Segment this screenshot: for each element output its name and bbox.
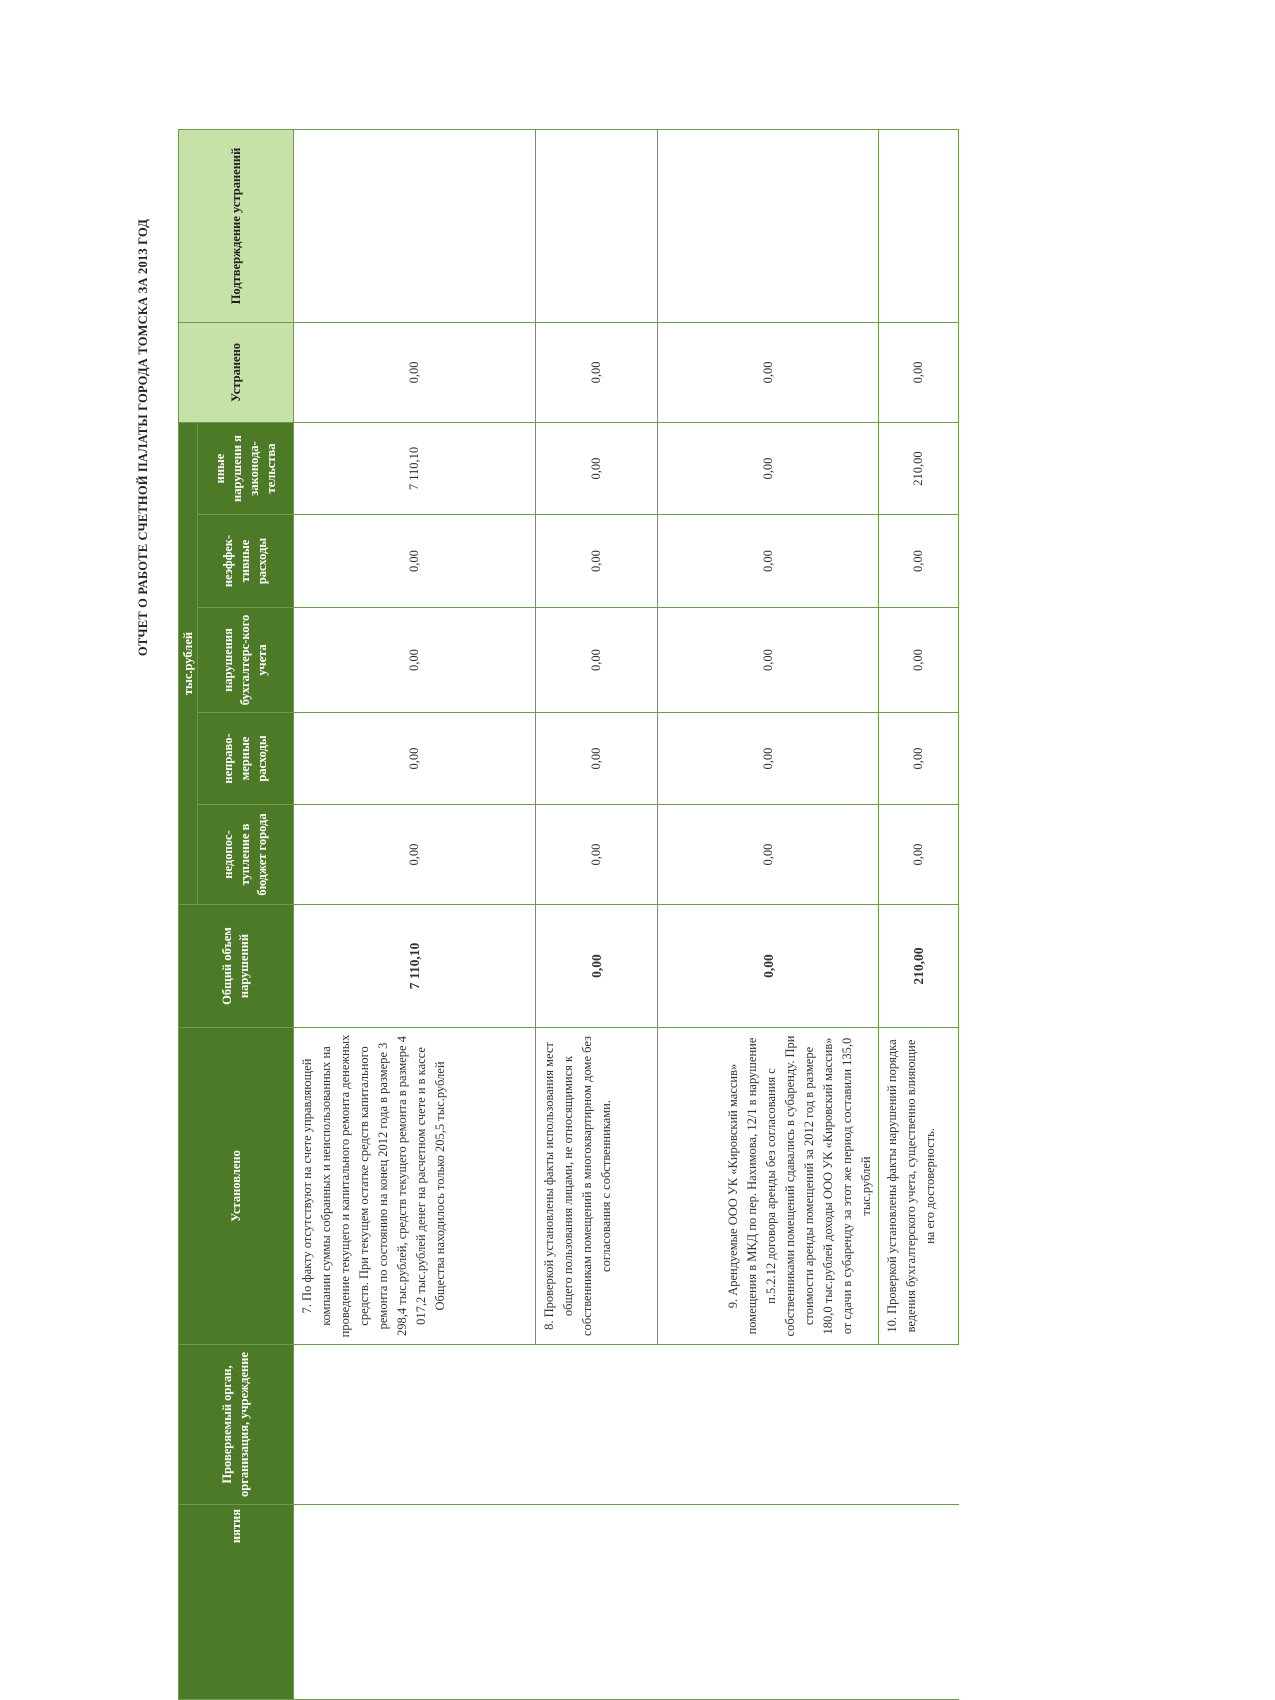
value-cell: 0,00 bbox=[294, 805, 536, 905]
value-cell: 0,00 bbox=[879, 713, 959, 805]
header-total: Общий объем нарушений bbox=[179, 905, 294, 1028]
total-cell: 0,00 bbox=[658, 905, 879, 1028]
header-sub-accounting: нарушения бухгалтерс-кого учета bbox=[198, 608, 294, 713]
report-title: ОТЧЕТ О РАБОТЕ СЧЕТНОЙ ПАЛАТЫ ГОРОДА ТОМСКА ЗА 2013 ГОД bbox=[136, 218, 150, 657]
value-cell: 210,00 bbox=[879, 422, 959, 514]
header-sub-illegal: неправо-мерные расходы bbox=[198, 713, 294, 805]
fixed-cell: 0,00 bbox=[294, 322, 536, 422]
rotated-page bbox=[136, 130, 958, 1700]
total-cell: 7 110,10 bbox=[294, 905, 536, 1028]
value-cell: 0,00 bbox=[294, 608, 536, 713]
header-object: Проверяемый орган, организация, учреждение bbox=[179, 1345, 294, 1505]
value-cell: 0,00 bbox=[658, 422, 879, 514]
header-unit-group: тыс.рублей bbox=[179, 422, 198, 904]
table-row bbox=[294, 129, 536, 1699]
value-cell: 0,00 bbox=[536, 608, 658, 713]
value-cell: 0,00 bbox=[879, 805, 959, 905]
value-cell: 0,00 bbox=[536, 713, 658, 805]
confirm-cell bbox=[294, 129, 536, 322]
value-cell: 0,00 bbox=[536, 805, 658, 905]
found-cell: 10. Проверкой установлены факты нарушений порядка ведения бухгалтерского учета, существенно влияющие на его достоверность. bbox=[879, 1028, 959, 1345]
value-cell: 0,00 bbox=[658, 713, 879, 805]
value-cell: 0,00 bbox=[658, 608, 879, 713]
total-cell: 0,00 bbox=[536, 905, 658, 1028]
value-cell: 0,00 bbox=[879, 515, 959, 608]
value-cell: 0,00 bbox=[658, 515, 879, 608]
value-cell: 0,00 bbox=[536, 422, 658, 514]
fixed-cell: 0,00 bbox=[658, 322, 879, 422]
header-sub-other: иные нарушени я законода-тельства bbox=[198, 422, 294, 514]
violations-table bbox=[178, 129, 959, 1700]
header-event: иятия bbox=[179, 1505, 294, 1700]
header-confirm: Подтверждение устранений bbox=[179, 129, 294, 322]
found-cell: 7. По факту отсутствуют на счете управляющей компании суммы собранных и неиспользованных на проведение текущего и капитального ремонта денежных средств. При текущем остатке средств капитального ремонта по состоянию на конец 2012 года в размере 3 298,4 тыс.рублей, средств текущего ремонта в размере 4 017,2 тыс.рублей денег на расчетном счете и в кассе Общества находилось только 205,5 тыс.рублей bbox=[294, 1028, 536, 1345]
fixed-cell: 0,00 bbox=[536, 322, 658, 422]
value-cell: 0,00 bbox=[879, 608, 959, 713]
total-cell: 210,00 bbox=[879, 905, 959, 1028]
confirm-cell bbox=[536, 129, 658, 322]
value-cell: 7 110,10 bbox=[294, 422, 536, 514]
confirm-cell bbox=[658, 129, 879, 322]
found-cell: 9. Арендуемые ООО УК «Кировский массив» помещения в МКД по пер. Нахимова, 12/1 в нарушение п.5.2.12 договора аренды без согласования с собственниками помещений сдавались в субаренду. При стоимости аренды помещений за 2012 год в размере 180,0 тыс.рублей доходы ООО УК «Кировский массив» от сдачи в субаренду за этот же период составили 135,0 тыс.рублей bbox=[658, 1028, 879, 1345]
header-sub-underpayment: недопос-тупление в бюджет города bbox=[198, 805, 294, 905]
found-cell: 8. Проверкой установлены факты использования мест общего пользования лицами, не относящимися к собственникам помещений в многоквартирном доме без согласования с собственниками. bbox=[536, 1028, 658, 1345]
header-sub-inefficient: неэффек-тивные расходы bbox=[198, 515, 294, 608]
fixed-cell: 0,00 bbox=[879, 322, 959, 422]
value-cell: 0,00 bbox=[294, 515, 536, 608]
confirm-cell bbox=[879, 129, 959, 322]
value-cell: 0,00 bbox=[294, 713, 536, 805]
header-found: Установлено bbox=[179, 1028, 294, 1345]
value-cell: 0,00 bbox=[658, 805, 879, 905]
value-cell: 0,00 bbox=[536, 515, 658, 608]
event-cell bbox=[294, 1505, 959, 1700]
object-cell bbox=[294, 1345, 959, 1505]
header-fixed: Устранено bbox=[179, 322, 294, 422]
